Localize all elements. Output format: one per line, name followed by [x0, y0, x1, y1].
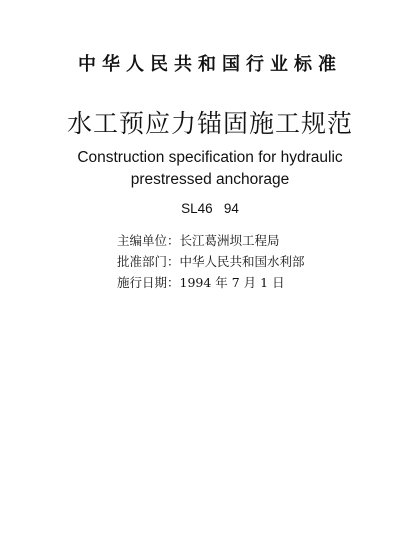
document-title-english	[0, 147, 420, 191]
standard-code: SL46 94	[181, 201, 239, 216]
compiler-row: 主编单位：长江葛洲坝工程局	[117, 233, 280, 248]
publication-info	[117, 230, 305, 293]
document-title-chinese: 水工预应力锚固施工规范	[66, 109, 353, 138]
english-title-line-2: prestressed anchorage	[130, 171, 290, 188]
standard-category-heading: 中华人民共和国行业标准	[78, 54, 342, 75]
approver-row: 批准部门：中华人民共和国水利部	[117, 254, 305, 269]
effective-date-row: 施行日期：1994 年 7 月 1 日	[117, 275, 285, 290]
english-title-line-1: Construction specification for hydraulic	[77, 149, 343, 166]
